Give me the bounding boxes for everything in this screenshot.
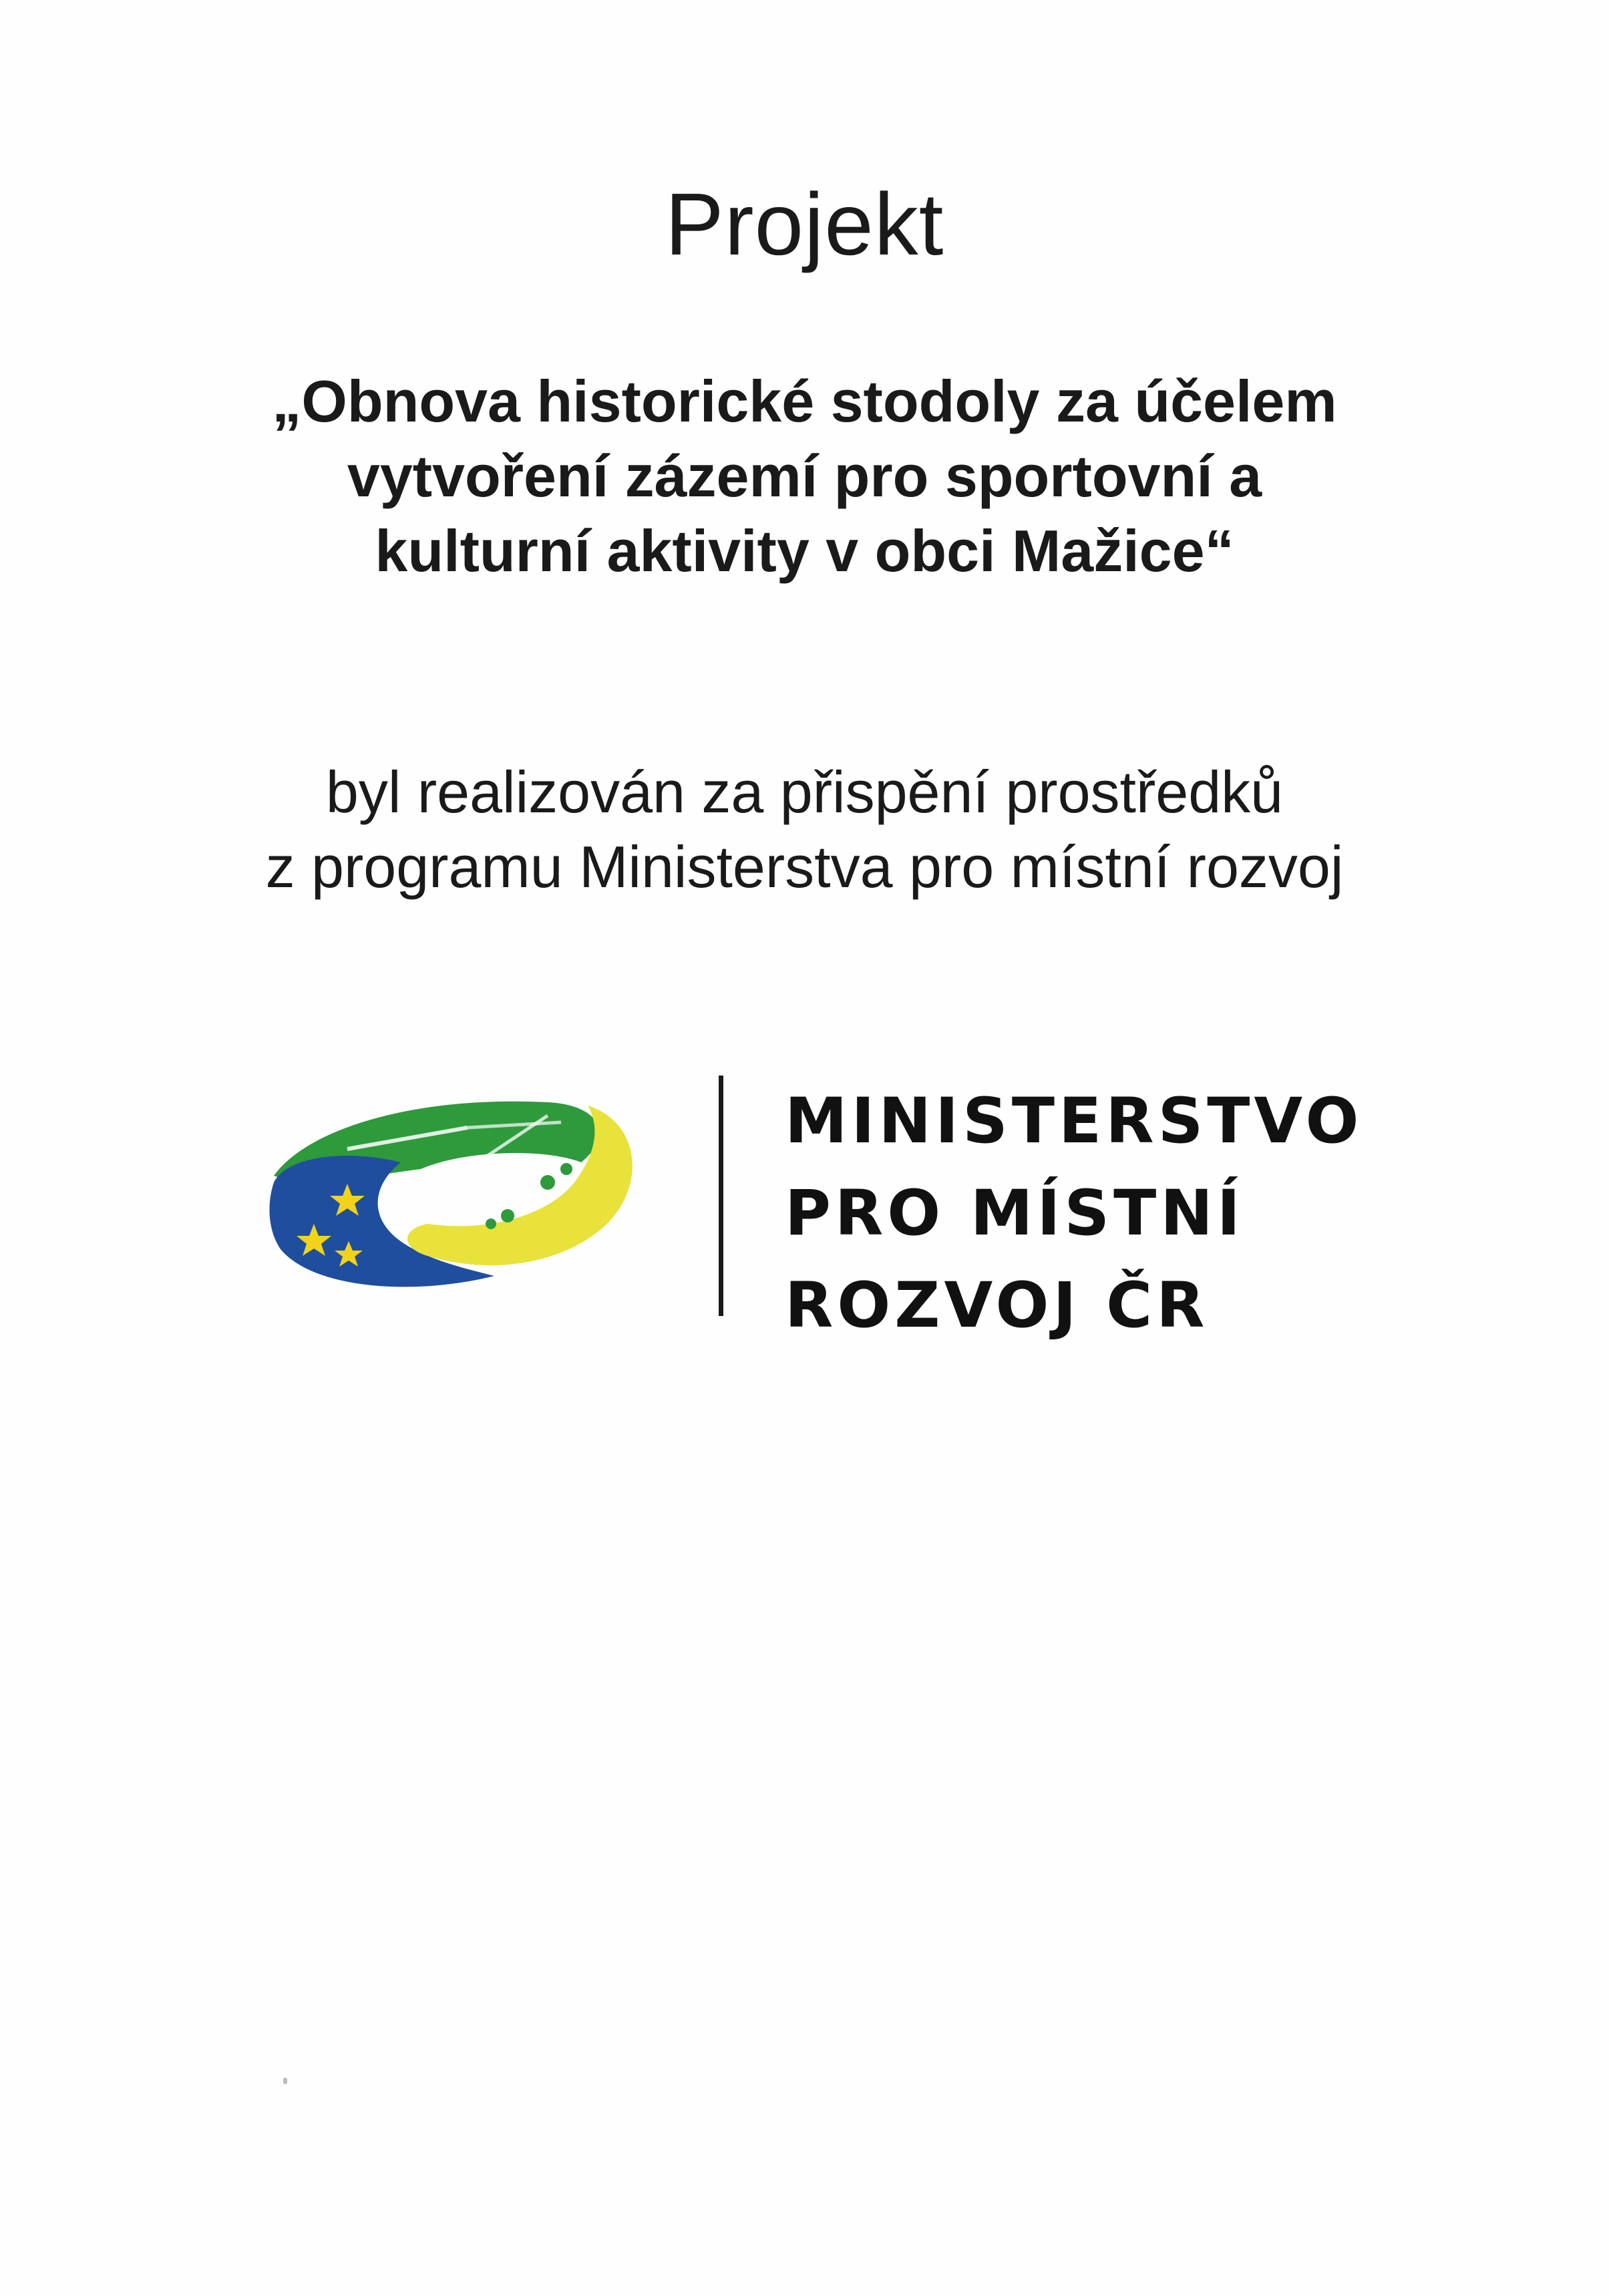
ministry-name: [785, 1076, 1363, 1352]
logo-divider: [719, 1076, 723, 1316]
project-name-line-3: kulturní aktivity v obci Mažice“: [375, 518, 1234, 584]
funding-line-1: byl realizován za přispění prostředků: [325, 759, 1284, 825]
ministry-emblem-icon: [267, 1076, 681, 1316]
funding-statement: [0, 755, 1609, 905]
project-name: [0, 364, 1609, 589]
ministry-name-line-1: MINISTERSTVO: [785, 1085, 1363, 1158]
ministry-logo: [267, 1076, 1403, 1342]
project-name-line-2: vytvoření zázemí pro sportovní a: [347, 443, 1262, 509]
ministry-name-line-3: ROZVOJ ČR: [785, 1269, 1209, 1342]
ministry-name-line-2: PRO MÍSTNÍ: [785, 1177, 1244, 1250]
page-title: Projekt: [665, 175, 944, 273]
scan-speck: [283, 2078, 287, 2084]
funding-line-2: z programu Ministerstva pro místní rozvoj: [265, 834, 1344, 900]
project-name-line-1: „Obnova historické stodoly za účelem: [272, 368, 1337, 434]
